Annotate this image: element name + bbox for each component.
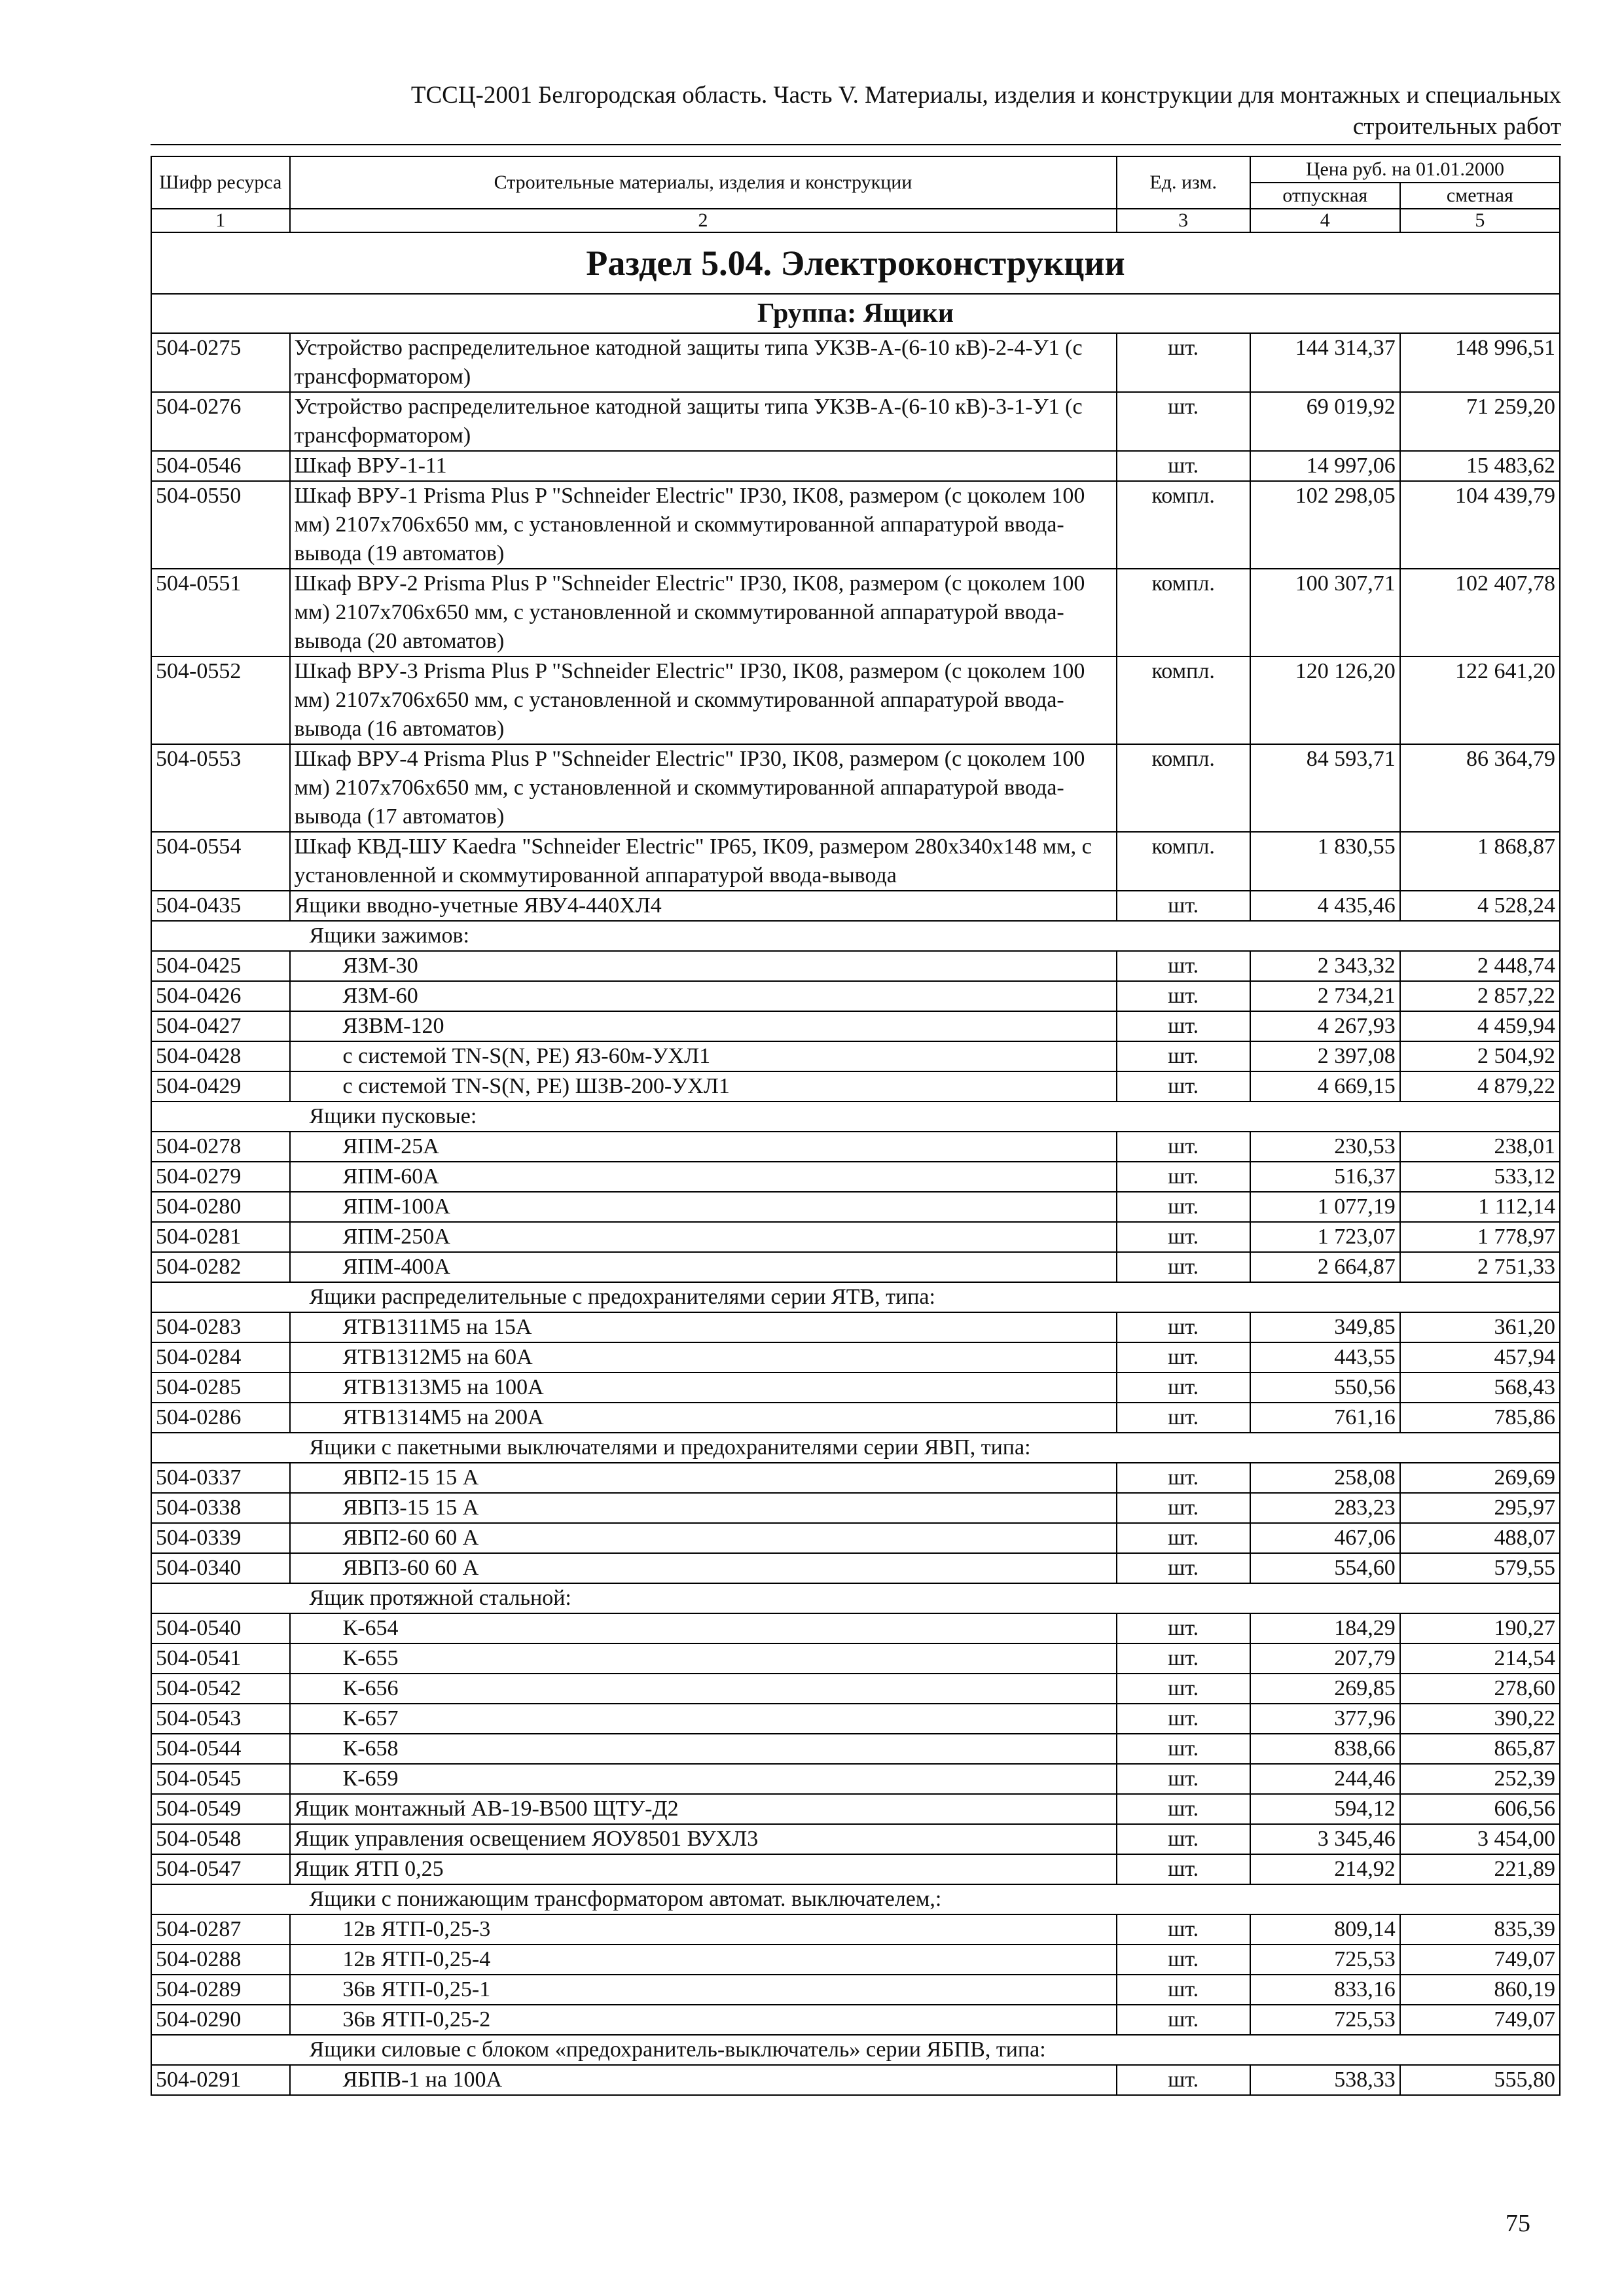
material-name: ЯВП2-60 60 А <box>290 1523 1117 1553</box>
release-price: 467,06 <box>1250 1523 1400 1553</box>
header-code: Шифр ресурса <box>151 156 290 209</box>
table-row <box>151 1824 1560 1854</box>
estimate-price: 555,80 <box>1400 2065 1560 2095</box>
unit-of-measure: шт. <box>1117 1372 1250 1403</box>
material-name: Устройство распределительное катодной защиты типа УКЗВ-А-(6-10 кВ)-3-1-У1 (с трансформатором) <box>290 392 1117 451</box>
estimate-price: 457,94 <box>1400 1342 1560 1372</box>
table-row <box>151 1041 1560 1071</box>
estimate-price: 221,89 <box>1400 1854 1560 1884</box>
table-row <box>151 569 1560 656</box>
release-price: 84 593,71 <box>1250 744 1400 832</box>
table-row <box>151 1553 1560 1583</box>
table-row <box>151 1493 1560 1523</box>
material-name: Устройство распределительное катодной защиты типа УКЗВ-А-(6-10 кВ)-2-4-У1 (с трансформатором) <box>290 333 1117 392</box>
release-price: 3 345,46 <box>1250 1824 1400 1854</box>
column-number: 4 <box>1250 209 1400 232</box>
material-name: ЯТВ1312М5 на 60А <box>290 1342 1117 1372</box>
material-name: Ящик ЯТП 0,25 <box>290 1854 1117 1884</box>
table-row <box>151 1011 1560 1041</box>
table-row <box>151 1945 1560 1975</box>
unit-of-measure: шт. <box>1117 451 1250 481</box>
table-body <box>151 232 1560 2095</box>
release-price: 833,16 <box>1250 1975 1400 2005</box>
page-number: 75 <box>1506 2210 1530 2237</box>
resource-code: 504-0276 <box>151 392 290 451</box>
resource-code: 504-0545 <box>151 1764 290 1794</box>
release-price: 550,56 <box>1250 1372 1400 1403</box>
resource-code: 504-0550 <box>151 481 290 569</box>
table-row <box>151 1342 1560 1372</box>
table-row <box>151 1613 1560 1643</box>
estimate-price: 4 528,24 <box>1400 891 1560 921</box>
resource-code: 504-0548 <box>151 1824 290 1854</box>
material-name: К-658 <box>290 1734 1117 1764</box>
resource-code: 504-0288 <box>151 1945 290 1975</box>
resource-code: 504-0278 <box>151 1132 290 1162</box>
estimate-price: 785,86 <box>1400 1403 1560 1433</box>
unit-of-measure: шт. <box>1117 333 1250 392</box>
unit-of-measure: шт. <box>1117 1041 1250 1071</box>
column-number: 1 <box>151 209 290 232</box>
unit-of-measure: шт. <box>1117 1132 1250 1162</box>
subgroup-tail-cell <box>1400 2035 1560 2065</box>
table-row <box>151 891 1560 921</box>
unit-of-measure: шт. <box>1117 1192 1250 1222</box>
unit-of-measure: шт. <box>1117 1493 1250 1523</box>
resource-code: 504-0290 <box>151 2005 290 2035</box>
unit-of-measure: шт. <box>1117 1794 1250 1824</box>
material-name: Шкаф КВД-ШУ Kaedra "Schneider Electric" IP65, IK09, размером 280x340x148 мм, с установленной и скоммутированной аппаратурой ввода-вывода <box>290 832 1117 891</box>
release-price: 120 126,20 <box>1250 656 1400 744</box>
unit-of-measure: шт. <box>1117 1613 1250 1643</box>
release-price: 102 298,05 <box>1250 481 1400 569</box>
resource-code: 504-0427 <box>151 1011 290 1041</box>
material-name: ЯВП2-15 15 А <box>290 1463 1117 1493</box>
estimate-price: 361,20 <box>1400 1312 1560 1342</box>
subgroup-row <box>151 2035 1560 2065</box>
material-name: К-656 <box>290 1674 1117 1704</box>
subgroup-code-cell <box>151 2035 290 2065</box>
release-price: 14 997,06 <box>1250 451 1400 481</box>
table-row <box>151 1372 1560 1403</box>
estimate-price: 71 259,20 <box>1400 392 1560 451</box>
table-row <box>151 1403 1560 1433</box>
subgroup-code-cell <box>151 1583 290 1613</box>
resource-code: 504-0551 <box>151 569 290 656</box>
unit-of-measure: шт. <box>1117 1945 1250 1975</box>
resource-code: 504-0282 <box>151 1252 290 1282</box>
resource-code: 504-0284 <box>151 1342 290 1372</box>
table-row <box>151 981 1560 1011</box>
estimate-price: 238,01 <box>1400 1132 1560 1162</box>
material-name: ЯЗВМ-120 <box>290 1011 1117 1041</box>
resource-code: 504-0554 <box>151 832 290 891</box>
group-title: Группа: Ящики <box>151 294 1560 333</box>
resource-code: 504-0283 <box>151 1312 290 1342</box>
unit-of-measure: шт. <box>1117 1523 1250 1553</box>
table-row <box>151 744 1560 832</box>
estimate-price: 1 112,14 <box>1400 1192 1560 1222</box>
header-release-price: отпускная <box>1250 183 1400 209</box>
estimate-price: 488,07 <box>1400 1523 1560 1553</box>
resource-code: 504-0275 <box>151 333 290 392</box>
release-price: 1 830,55 <box>1250 832 1400 891</box>
resource-code: 504-0425 <box>151 951 290 981</box>
price-table <box>151 156 1561 2096</box>
release-price: 838,66 <box>1250 1734 1400 1764</box>
unit-of-measure: шт. <box>1117 1312 1250 1342</box>
resource-code: 504-0340 <box>151 1553 290 1583</box>
resource-code: 504-0281 <box>151 1222 290 1252</box>
estimate-price: 533,12 <box>1400 1162 1560 1192</box>
release-price: 2 343,32 <box>1250 951 1400 981</box>
subgroup-row <box>151 1102 1560 1132</box>
material-name: ЯБПВ-1 на 100А <box>290 2065 1117 2095</box>
unit-of-measure: шт. <box>1117 1463 1250 1493</box>
subgroup-row <box>151 1884 1560 1914</box>
unit-of-measure: шт. <box>1117 1222 1250 1252</box>
release-price: 1 077,19 <box>1250 1192 1400 1222</box>
subgroup-tail-cell <box>1400 1583 1560 1613</box>
estimate-price: 148 996,51 <box>1400 333 1560 392</box>
estimate-price: 568,43 <box>1400 1372 1560 1403</box>
release-price: 2 664,87 <box>1250 1252 1400 1282</box>
release-price: 538,33 <box>1250 2065 1400 2095</box>
material-name: Шкаф ВРУ-1-11 <box>290 451 1117 481</box>
estimate-price: 2 857,22 <box>1400 981 1560 1011</box>
table-row <box>151 1674 1560 1704</box>
table-row <box>151 1854 1560 1884</box>
unit-of-measure: компл. <box>1117 656 1250 744</box>
subgroup-code-cell <box>151 1884 290 1914</box>
release-price: 269,85 <box>1250 1674 1400 1704</box>
release-price: 2 397,08 <box>1250 1041 1400 1071</box>
estimate-price: 4 459,94 <box>1400 1011 1560 1041</box>
estimate-price: 606,56 <box>1400 1794 1560 1824</box>
unit-of-measure: компл. <box>1117 832 1250 891</box>
resource-code: 504-0546 <box>151 451 290 481</box>
table-row <box>151 1463 1560 1493</box>
material-name: ЯЗМ-30 <box>290 951 1117 981</box>
resource-code: 504-0339 <box>151 1523 290 1553</box>
table-row <box>151 951 1560 981</box>
subgroup-tail-cell <box>1400 1102 1560 1132</box>
resource-code: 504-0429 <box>151 1071 290 1102</box>
estimate-price: 1 778,97 <box>1400 1222 1560 1252</box>
table-row <box>151 1252 1560 1282</box>
estimate-price: 579,55 <box>1400 1553 1560 1583</box>
release-price: 377,96 <box>1250 1704 1400 1734</box>
material-name: Шкаф ВРУ-3 Prisma Plus P "Schneider Electric" IP30, IK08, размером (с цоколем 100 мм) 2107x706x650 мм, с установленной и скоммутированной аппаратурой ввода-вывода (16 автоматов) <box>290 656 1117 744</box>
resource-code: 504-0549 <box>151 1794 290 1824</box>
section-title-row <box>151 232 1560 294</box>
subgroup-title: Ящики зажимов: <box>290 921 1400 951</box>
unit-of-measure: шт. <box>1117 1252 1250 1282</box>
subgroup-title: Ящики пусковые: <box>290 1102 1400 1132</box>
column-number: 2 <box>290 209 1117 232</box>
estimate-price: 865,87 <box>1400 1734 1560 1764</box>
unit-of-measure: компл. <box>1117 744 1250 832</box>
release-price: 554,60 <box>1250 1553 1400 1583</box>
header-unit: Ед. изм. <box>1117 156 1250 209</box>
material-name: ЯВП3-15 15 А <box>290 1493 1117 1523</box>
resource-code: 504-0285 <box>151 1372 290 1403</box>
release-price: 244,46 <box>1250 1764 1400 1794</box>
resource-code: 504-0544 <box>151 1734 290 1764</box>
material-name: ЯТВ1314М5 на 200А <box>290 1403 1117 1433</box>
unit-of-measure: шт. <box>1117 1824 1250 1854</box>
release-price: 443,55 <box>1250 1342 1400 1372</box>
release-price: 100 307,71 <box>1250 569 1400 656</box>
material-name: Шкаф ВРУ-2 Prisma Plus P "Schneider Electric" IP30, IK08, размером (с цоколем 100 мм) 2107x706x650 мм, с установленной и скоммутированной аппаратурой ввода-вывода (20 автоматов) <box>290 569 1117 656</box>
table-row <box>151 1975 1560 2005</box>
release-price: 4 435,46 <box>1250 891 1400 921</box>
subgroup-row <box>151 1433 1560 1463</box>
material-name: 12в ЯТП-0,25-4 <box>290 1945 1117 1975</box>
table-row <box>151 656 1560 744</box>
column-number: 3 <box>1117 209 1250 232</box>
resource-code: 504-0541 <box>151 1643 290 1674</box>
material-name: ЯПМ-25А <box>290 1132 1117 1162</box>
release-price: 144 314,37 <box>1250 333 1400 392</box>
material-name: К-659 <box>290 1764 1117 1794</box>
estimate-price: 835,39 <box>1400 1914 1560 1945</box>
estimate-price: 749,07 <box>1400 2005 1560 2035</box>
table-row <box>151 1132 1560 1162</box>
estimate-price: 102 407,78 <box>1400 569 1560 656</box>
table-row <box>151 392 1560 451</box>
table-row <box>151 1222 1560 1252</box>
unit-of-measure: шт. <box>1117 981 1250 1011</box>
section-title: Раздел 5.04. Электроконструкции <box>151 232 1560 294</box>
estimate-price: 122 641,20 <box>1400 656 1560 744</box>
unit-of-measure: шт. <box>1117 1704 1250 1734</box>
unit-of-measure: шт. <box>1117 1011 1250 1041</box>
material-name: ЯЗМ-60 <box>290 981 1117 1011</box>
material-name: 36в ЯТП-0,25-1 <box>290 1975 1117 2005</box>
estimate-price: 4 879,22 <box>1400 1071 1560 1102</box>
release-price: 725,53 <box>1250 1945 1400 1975</box>
header-line-2: строительных работ <box>1352 113 1561 140</box>
material-name: Ящики вводно-учетные ЯВУ4-440ХЛ4 <box>290 891 1117 921</box>
unit-of-measure: шт. <box>1117 392 1250 451</box>
estimate-price: 190,27 <box>1400 1613 1560 1643</box>
subgroup-tail-cell <box>1400 1884 1560 1914</box>
unit-of-measure: шт. <box>1117 951 1250 981</box>
table-row <box>151 832 1560 891</box>
estimate-price: 86 364,79 <box>1400 744 1560 832</box>
unit-of-measure: шт. <box>1117 1553 1250 1583</box>
unit-of-measure: шт. <box>1117 1914 1250 1945</box>
table-row <box>151 1764 1560 1794</box>
estimate-price: 252,39 <box>1400 1764 1560 1794</box>
subgroup-tail-cell <box>1400 1282 1560 1312</box>
material-name: ЯПМ-60А <box>290 1162 1117 1192</box>
unit-of-measure: шт. <box>1117 1764 1250 1794</box>
subgroup-title: Ящики с пакетными выключателями и предохранителями серии ЯВП, типа: <box>290 1433 1400 1463</box>
resource-code: 504-0428 <box>151 1041 290 1071</box>
table-row <box>151 1914 1560 1945</box>
unit-of-measure: шт. <box>1117 2005 1250 2035</box>
estimate-price: 295,97 <box>1400 1493 1560 1523</box>
unit-of-measure: шт. <box>1117 1975 1250 2005</box>
release-price: 283,23 <box>1250 1493 1400 1523</box>
subgroup-title: Ящик протяжной стальной: <box>290 1583 1400 1613</box>
material-name: ЯПМ-100А <box>290 1192 1117 1222</box>
release-price: 207,79 <box>1250 1643 1400 1674</box>
table-row <box>151 1523 1560 1553</box>
header-name: Строительные материалы, изделия и конструкции <box>290 156 1117 209</box>
resource-code: 504-0552 <box>151 656 290 744</box>
resource-code: 504-0547 <box>151 1854 290 1884</box>
table-row <box>151 1704 1560 1734</box>
release-price: 230,53 <box>1250 1132 1400 1162</box>
subgroup-code-cell <box>151 1282 290 1312</box>
estimate-price: 15 483,62 <box>1400 451 1560 481</box>
material-name: Шкаф ВРУ-4 Prisma Plus P "Schneider Electric" IP30, IK08, размером (с цоколем 100 мм) 2107x706x650 мм, с установленной и скоммутированной аппаратурой ввода-вывода (17 автоматов) <box>290 744 1117 832</box>
unit-of-measure: шт. <box>1117 1342 1250 1372</box>
release-price: 2 734,21 <box>1250 981 1400 1011</box>
estimate-price: 2 448,74 <box>1400 951 1560 981</box>
table-row <box>151 1192 1560 1222</box>
estimate-price: 278,60 <box>1400 1674 1560 1704</box>
table-header-row <box>151 156 1560 183</box>
unit-of-measure: шт. <box>1117 2065 1250 2095</box>
group-title-row <box>151 294 1560 333</box>
unit-of-measure: шт. <box>1117 1674 1250 1704</box>
resource-code: 504-0542 <box>151 1674 290 1704</box>
material-name: с системой TN-S(N, PE) ШЗВ-200-УХЛ1 <box>290 1071 1117 1102</box>
unit-of-measure: шт. <box>1117 1734 1250 1764</box>
estimate-price: 104 439,79 <box>1400 481 1560 569</box>
estimate-price: 2 504,92 <box>1400 1041 1560 1071</box>
estimate-price: 1 868,87 <box>1400 832 1560 891</box>
material-name: К-655 <box>290 1643 1117 1674</box>
table-row <box>151 451 1560 481</box>
material-name: с системой TN-S(N, PE) ЯЗ-60м-УХЛ1 <box>290 1041 1117 1071</box>
estimate-price: 860,19 <box>1400 1975 1560 2005</box>
material-name: К-654 <box>290 1613 1117 1643</box>
resource-code: 504-0338 <box>151 1493 290 1523</box>
table-row <box>151 1312 1560 1342</box>
table-row <box>151 2005 1560 2035</box>
resource-code: 504-0291 <box>151 2065 290 2095</box>
subgroup-row <box>151 1583 1560 1613</box>
unit-of-measure: компл. <box>1117 569 1250 656</box>
resource-code: 504-0286 <box>151 1403 290 1433</box>
release-price: 516,37 <box>1250 1162 1400 1192</box>
unit-of-measure: шт. <box>1117 1643 1250 1674</box>
estimate-price: 3 454,00 <box>1400 1824 1560 1854</box>
unit-of-measure: шт. <box>1117 891 1250 921</box>
subgroup-tail-cell <box>1400 921 1560 951</box>
header-line-1: ТССЦ-2001 Белгородская область. Часть V. Материалы, изделия и конструкции для монтажных и специальных <box>410 82 1561 109</box>
table-row <box>151 1643 1560 1674</box>
resource-code: 504-0540 <box>151 1613 290 1643</box>
resource-code: 504-0426 <box>151 981 290 1011</box>
subgroup-code-cell <box>151 1102 290 1132</box>
table-row <box>151 1794 1560 1824</box>
resource-code: 504-0553 <box>151 744 290 832</box>
table-row <box>151 333 1560 392</box>
subgroup-code-cell <box>151 1433 290 1463</box>
estimate-price: 269,69 <box>1400 1463 1560 1493</box>
estimate-price: 390,22 <box>1400 1704 1560 1734</box>
table-row <box>151 1734 1560 1764</box>
table-row <box>151 2065 1560 2095</box>
estimate-price: 214,54 <box>1400 1643 1560 1674</box>
subgroup-code-cell <box>151 921 290 951</box>
unit-of-measure: шт. <box>1117 1071 1250 1102</box>
resource-code: 504-0289 <box>151 1975 290 2005</box>
subgroup-title: Ящики с понижающим трансформатором автомат. выключателем,: <box>290 1884 1400 1914</box>
release-price: 184,29 <box>1250 1613 1400 1643</box>
release-price: 214,92 <box>1250 1854 1400 1884</box>
unit-of-measure: шт. <box>1117 1854 1250 1884</box>
resource-code: 504-0287 <box>151 1914 290 1945</box>
release-price: 4 669,15 <box>1250 1071 1400 1102</box>
material-name: ЯПМ-250А <box>290 1222 1117 1252</box>
resource-code: 504-0543 <box>151 1704 290 1734</box>
resource-code: 504-0435 <box>151 891 290 921</box>
release-price: 725,53 <box>1250 2005 1400 2035</box>
unit-of-measure: компл. <box>1117 481 1250 569</box>
resource-code: 504-0337 <box>151 1463 290 1493</box>
subgroup-title: Ящики распределительные с предохранителями серии ЯТВ, типа: <box>290 1282 1400 1312</box>
column-numbers-row <box>151 209 1560 232</box>
material-name: ЯТВ1311М5 на 15А <box>290 1312 1117 1342</box>
subgroup-row <box>151 921 1560 951</box>
estimate-price: 2 751,33 <box>1400 1252 1560 1282</box>
material-name: К-657 <box>290 1704 1117 1734</box>
release-price: 69 019,92 <box>1250 392 1400 451</box>
material-name: ЯТВ1313М5 на 100А <box>290 1372 1117 1403</box>
unit-of-measure: шт. <box>1117 1403 1250 1433</box>
page-header <box>151 80 1561 145</box>
release-price: 594,12 <box>1250 1794 1400 1824</box>
table-row <box>151 481 1560 569</box>
release-price: 258,08 <box>1250 1463 1400 1493</box>
material-name: Ящик монтажный АВ-19-В500 ЩТУ-Д2 <box>290 1794 1117 1824</box>
release-price: 349,85 <box>1250 1312 1400 1342</box>
material-name: ЯПМ-400А <box>290 1252 1117 1282</box>
resource-code: 504-0280 <box>151 1192 290 1222</box>
subgroup-tail-cell <box>1400 1433 1560 1463</box>
table-row <box>151 1162 1560 1192</box>
table-row <box>151 1071 1560 1102</box>
material-name: Ящик управления освещением ЯОУ8501 ВУХЛ3 <box>290 1824 1117 1854</box>
material-name: Шкаф ВРУ-1 Prisma Plus P "Schneider Electric" IP30, IK08, размером (с цоколем 100 мм) 2107x706x650 мм, с установленной и скоммутированной аппаратурой ввода-вывода (19 автоматов) <box>290 481 1117 569</box>
resource-code: 504-0279 <box>151 1162 290 1192</box>
column-number: 5 <box>1400 209 1560 232</box>
release-price: 809,14 <box>1250 1914 1400 1945</box>
material-name: 12в ЯТП-0,25-3 <box>290 1914 1117 1945</box>
unit-of-measure: шт. <box>1117 1162 1250 1192</box>
release-price: 761,16 <box>1250 1403 1400 1433</box>
subgroup-title: Ящики силовые с блоком «предохранитель-выключатель» серии ЯБПВ, типа: <box>290 2035 1400 2065</box>
header-estimate-price: сметная <box>1400 183 1560 209</box>
header-price: Цена руб. на 01.01.2000 <box>1250 156 1560 183</box>
release-price: 1 723,07 <box>1250 1222 1400 1252</box>
material-name: ЯВП3-60 60 А <box>290 1553 1117 1583</box>
material-name: 36в ЯТП-0,25-2 <box>290 2005 1117 2035</box>
release-price: 4 267,93 <box>1250 1011 1400 1041</box>
subgroup-row <box>151 1282 1560 1312</box>
estimate-price: 749,07 <box>1400 1945 1560 1975</box>
